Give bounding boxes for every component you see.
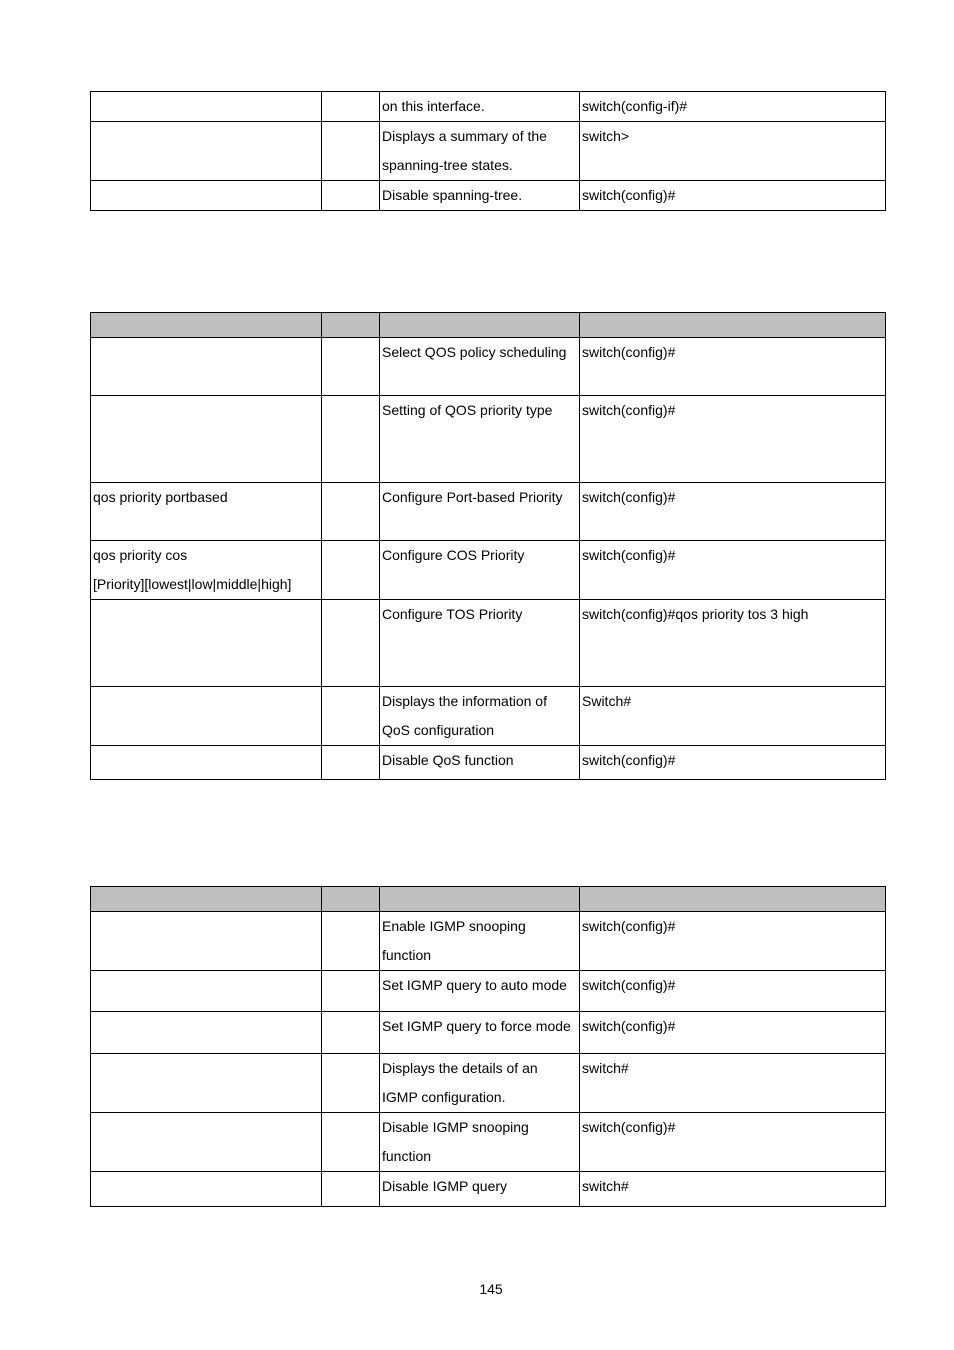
command-cell bbox=[91, 687, 322, 746]
command-cell bbox=[91, 541, 322, 600]
example-cell: switch(config)# bbox=[580, 746, 886, 780]
description-cell: Disable QoS function bbox=[380, 746, 580, 780]
command-cell: qos priority portbased bbox=[91, 483, 322, 541]
header-cell bbox=[322, 313, 380, 338]
table-row bbox=[91, 600, 886, 687]
table-row bbox=[91, 541, 886, 600]
description-cell: Disable IGMP query bbox=[380, 1172, 580, 1207]
table-row bbox=[91, 1012, 886, 1054]
command-cell bbox=[91, 912, 322, 971]
command-line: qos priority cos bbox=[93, 547, 188, 563]
example-cell: switch(config)# bbox=[580, 396, 886, 483]
qos-command-table bbox=[90, 312, 886, 780]
header-cell bbox=[580, 313, 886, 338]
table-row bbox=[91, 122, 886, 181]
example-cell: switch(config)# bbox=[580, 971, 886, 1012]
table-row bbox=[91, 746, 886, 780]
level-cell bbox=[322, 122, 380, 181]
level-cell bbox=[322, 746, 380, 780]
table-row bbox=[91, 687, 886, 746]
level-cell bbox=[322, 971, 380, 1012]
example-cell: switch(config)# bbox=[580, 483, 886, 541]
example-cell: switch(config)# bbox=[580, 541, 886, 600]
description-cell: Displays the details of an IGMP configuration. bbox=[380, 1054, 580, 1113]
table-row bbox=[91, 912, 886, 971]
level-cell bbox=[322, 396, 380, 483]
command-cell bbox=[91, 92, 322, 122]
example-cell: switch(config)# bbox=[580, 181, 886, 211]
description-cell: Setting of QOS priority type bbox=[380, 396, 580, 483]
description-cell: Set IGMP query to force mode bbox=[380, 1012, 580, 1054]
command-cell bbox=[91, 122, 322, 181]
table-row bbox=[91, 92, 886, 122]
level-cell bbox=[322, 181, 380, 211]
description-cell: Disable IGMP snooping function bbox=[380, 1113, 580, 1172]
command-cell bbox=[91, 338, 322, 396]
level-cell bbox=[322, 1113, 380, 1172]
header-cell bbox=[91, 887, 322, 912]
igmp-command-table bbox=[90, 886, 886, 1207]
description-cell: Disable spanning-tree. bbox=[380, 181, 580, 211]
command-line: [Priority][lowest|low|middle|high] bbox=[93, 576, 292, 592]
header-cell bbox=[91, 313, 322, 338]
example-cell: switch(config)#qos priority tos 3 high bbox=[580, 600, 886, 687]
example-cell: switch(config)# bbox=[580, 912, 886, 971]
example-cell: switch# bbox=[580, 1172, 886, 1207]
header-cell bbox=[380, 313, 580, 338]
table-row bbox=[91, 1054, 886, 1113]
page-number: 145 bbox=[479, 1281, 503, 1297]
table-row bbox=[91, 1172, 886, 1207]
level-cell bbox=[322, 541, 380, 600]
description-cell: Configure COS Priority bbox=[380, 541, 580, 600]
example-cell: switch# bbox=[580, 1054, 886, 1113]
table-row bbox=[91, 483, 886, 541]
level-cell bbox=[322, 600, 380, 687]
table-row bbox=[91, 181, 886, 211]
header-cell bbox=[380, 887, 580, 912]
level-cell bbox=[322, 1054, 380, 1113]
description-cell: Enable IGMP snooping function bbox=[380, 912, 580, 971]
command-cell bbox=[91, 396, 322, 483]
example-cell: switch(config)# bbox=[580, 338, 886, 396]
level-cell bbox=[322, 687, 380, 746]
description-cell: Set IGMP query to auto mode bbox=[380, 971, 580, 1012]
command-cell bbox=[91, 1113, 322, 1172]
header-cell bbox=[580, 887, 886, 912]
level-cell bbox=[322, 92, 380, 122]
table-row bbox=[91, 396, 886, 483]
description-cell: Displays the information of QoS configuration bbox=[380, 687, 580, 746]
description-cell: Displays a summary of the spanning-tree states. bbox=[380, 122, 580, 181]
example-cell: switch(config)# bbox=[580, 1113, 886, 1172]
example-cell: Switch# bbox=[580, 687, 886, 746]
command-cell bbox=[91, 600, 322, 687]
level-cell bbox=[322, 338, 380, 396]
example-cell: switch> bbox=[580, 122, 886, 181]
example-cell: switch(config)# bbox=[580, 1012, 886, 1054]
command-cell bbox=[91, 1054, 322, 1113]
description-cell: Select QOS policy scheduling bbox=[380, 338, 580, 396]
table-row bbox=[91, 338, 886, 396]
command-cell bbox=[91, 971, 322, 1012]
command-cell bbox=[91, 181, 322, 211]
description-cell: Configure Port-based Priority bbox=[380, 483, 580, 541]
example-cell: switch(config-if)# bbox=[580, 92, 886, 122]
level-cell bbox=[322, 483, 380, 541]
spanning-tree-command-table bbox=[90, 91, 886, 211]
command-cell bbox=[91, 746, 322, 780]
level-cell bbox=[322, 1172, 380, 1207]
command-cell bbox=[91, 1012, 322, 1054]
table-header-row bbox=[91, 887, 886, 912]
level-cell bbox=[322, 1012, 380, 1054]
table-row bbox=[91, 971, 886, 1012]
description-cell: on this interface. bbox=[380, 92, 580, 122]
table-header-row bbox=[91, 313, 886, 338]
header-cell bbox=[322, 887, 380, 912]
table-row bbox=[91, 1113, 886, 1172]
command-cell bbox=[91, 1172, 322, 1207]
level-cell bbox=[322, 912, 380, 971]
description-cell: Configure TOS Priority bbox=[380, 600, 580, 687]
